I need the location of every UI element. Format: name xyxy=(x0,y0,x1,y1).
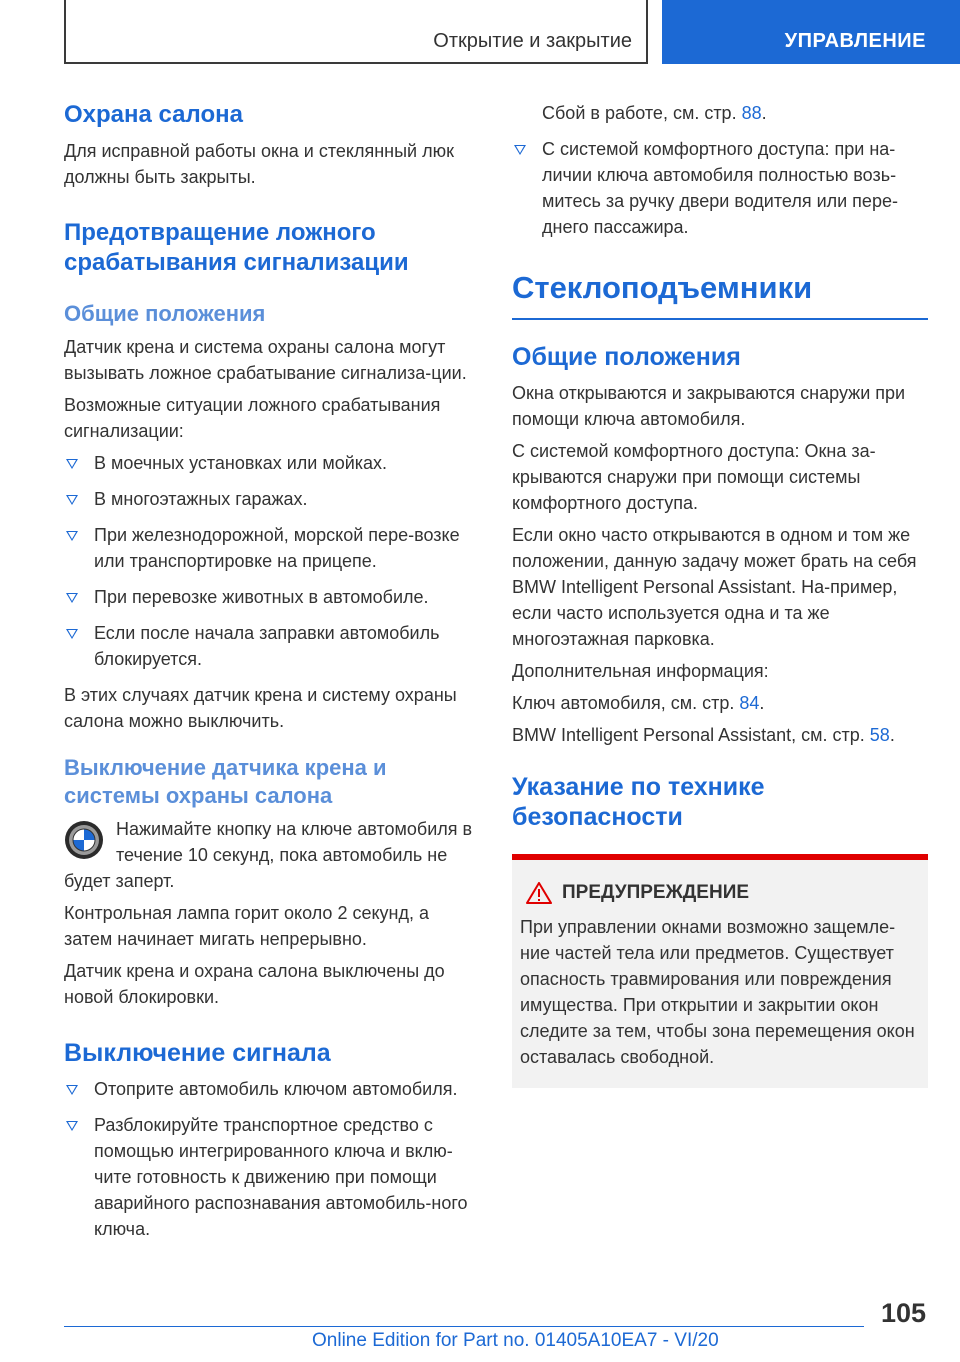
header-section-title: Открытие и закрытие xyxy=(433,30,632,52)
paragraph-interior: Для исправной работы окна и стеклянный люк должны быть закрыты. xyxy=(64,141,454,187)
triangle-bullet-icon xyxy=(514,145,526,155)
footer-edition: Online Edition for Part no. 01405A10EA7 - VI/20 xyxy=(312,1330,719,1351)
triangle-bullet-icon xyxy=(66,629,78,639)
list-item: Отоприте автомобиль ключом автомобиля. xyxy=(64,1076,482,1102)
paragraph-disable-2: Контрольная лампа горит около 2 секунд, а затем начинает мигать непрерывно. xyxy=(64,903,430,949)
warning-triangle-icon xyxy=(526,882,552,904)
heading-safety: Указание по технике безопасности xyxy=(512,773,765,831)
list-item: Если после начала заправки автомобиль блокируется. xyxy=(64,620,482,672)
list-item: При железнодорожной, морской пере-возке или транспортировке на прицепе. xyxy=(64,522,482,574)
page-link-58[interactable]: 58 xyxy=(869,725,890,745)
page-link-84[interactable]: 84 xyxy=(739,693,760,713)
comfort-list xyxy=(512,136,928,240)
list-item: В моечных установках или мойках. xyxy=(64,450,482,476)
header-chapter-box xyxy=(662,0,960,64)
header-section-box xyxy=(64,0,648,64)
paragraph-general-2: Возможные ситуации ложного срабатывания сигнализации: xyxy=(64,395,441,441)
header-chapter-title: УПРАВЛЕНИЕ xyxy=(784,30,926,52)
paragraph-windows-1: Окна открываются и закрываются снаружи при помощи ключа автомобиля. xyxy=(512,383,906,429)
warning-box xyxy=(512,854,928,1088)
paragraph-ref-assistant: BMW Intelligent Personal Assistant, см. стр. 58. xyxy=(512,725,895,745)
warning-text: При управлении окнами возможно защемле-ние частей тела или предметов. Существует опасность травмирования или повреждения имущества. При открытии и закрытии окон следите за тем, чтобы зона перемещения окон оставалась свободной. xyxy=(520,917,915,1067)
situations-list xyxy=(64,450,482,672)
triangle-bullet-icon xyxy=(66,593,78,603)
page-link-88[interactable]: 88 xyxy=(741,103,762,123)
list-item: Разблокируйте транспортное средство с помощью интегрированного ключа и вклю-чите готовность к движению при помощи аварийного распознавания автомобиль-ного ключа. xyxy=(64,1112,482,1242)
heading-general-right: Общие положения xyxy=(512,343,741,371)
paragraph-general-3: В этих случаях датчик крена и систему охраны салона можно выключить. xyxy=(64,685,457,731)
heading-interior-protection: Охрана салона xyxy=(64,101,243,128)
heading-alarm-off: Выключение сигнала xyxy=(64,1039,331,1067)
right-column xyxy=(512,100,928,1088)
list-item: В многоэтажных гаражах. xyxy=(64,486,482,512)
paragraph-disable-3: Датчик крена и охрана салона выключены до новой блокировки. xyxy=(64,961,445,1007)
triangle-bullet-icon xyxy=(66,1121,78,1131)
paragraph-windows-2: С системой комфортного доступа: Окна за-крываются снаружи при помощи системы комфортного доступа. xyxy=(512,441,876,513)
bmw-key-icon xyxy=(64,820,104,860)
left-column xyxy=(64,100,482,1252)
list-item: При перевозке животных в автомобиле. xyxy=(64,584,482,610)
list-item: С системой комфортного доступа: при на-личии ключа автомобиля полностью возь-митесь за ручку двери водителя или пере-днего пассажира. xyxy=(512,136,928,240)
page-number: 105 xyxy=(880,1298,926,1328)
paragraph-disable-1: Нажимайте кнопку на ключе автомобиля в течение 10 секунд, пока автомобиль не будет заперт. xyxy=(64,819,473,891)
paragraph-continuation: Сбой в работе, см. стр. 88. xyxy=(542,103,767,123)
triangle-bullet-icon xyxy=(66,495,78,505)
warning-title: ПРЕДУПРЕЖДЕНИЕ xyxy=(520,882,918,904)
heading-disable-sensor: Выключение датчика крена и системы охраны салона xyxy=(64,755,387,808)
paragraph-ref-key: Ключ автомобиля, см. стр. 84. xyxy=(512,693,765,713)
paragraph-more-info: Дополнительная информация: xyxy=(512,661,769,681)
triangle-bullet-icon xyxy=(66,459,78,469)
heading-window-lifters: Стеклоподъемники xyxy=(512,268,928,320)
paragraph-windows-3: Если окно часто открываются в одном и том же положении, данную задачу может брать на себя BMW Intelligent Personal Assistant. На-пример, если часто используется одна и та же многоэтажная парковка. xyxy=(512,525,917,649)
triangle-bullet-icon xyxy=(66,1085,78,1095)
footer-divider xyxy=(64,1326,864,1327)
heading-false-alarm: Предотвращение ложного срабатывания сигнализации xyxy=(64,219,409,276)
heading-general-left: Общие положения xyxy=(64,301,266,326)
alarm-off-list xyxy=(64,1076,482,1242)
paragraph-general-1: Датчик крена и система охраны салона могут вызывать ложное срабатывание сигнализа-ции. xyxy=(64,337,467,383)
triangle-bullet-icon xyxy=(66,531,78,541)
